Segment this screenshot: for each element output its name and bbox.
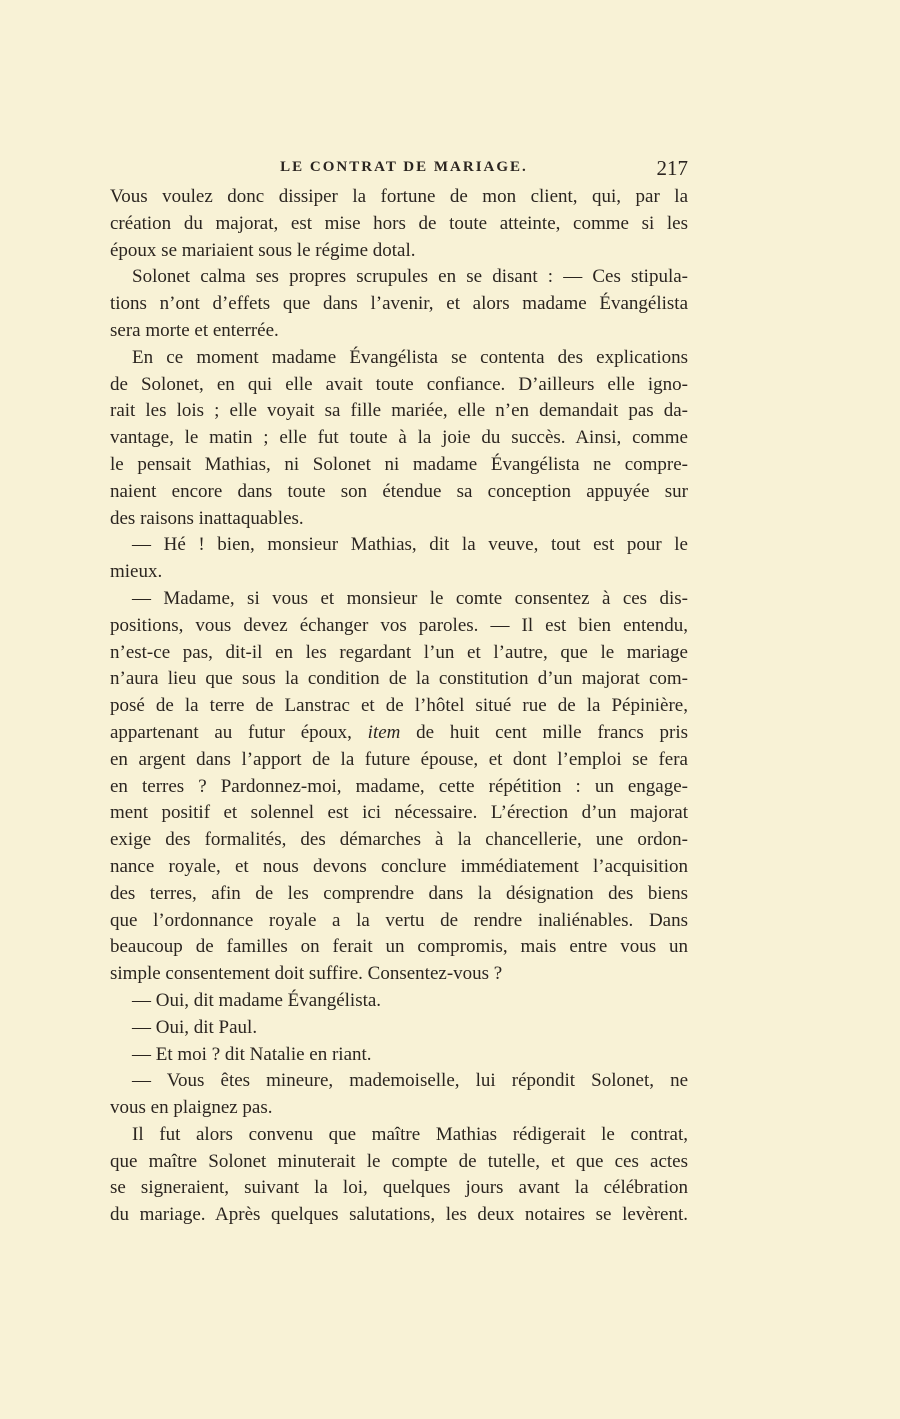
text-line-content: nance royale, et nous devons conclure immédiatement l’acquisition	[110, 855, 688, 877]
text-line-content: que l’ordonnance royale a la vertu de rendre inaliénables. Dans	[110, 909, 688, 931]
text-line	[110, 238, 688, 265]
text-line-content: sera morte et enterrée.	[110, 319, 279, 341]
text-line-content: beaucoup de familles on ferait un compromis, mais entre vous un	[110, 936, 688, 958]
text-line-content: vous en plaignez pas.	[110, 1097, 273, 1119]
text-line	[110, 452, 688, 479]
text-line-content: — Oui, dit madame Évangélista.	[132, 989, 382, 1011]
text-line-content: se signeraient, suivant la loi, quelques jours avant la célébration	[110, 1177, 688, 1199]
body-text	[110, 184, 688, 1229]
text-line	[110, 720, 688, 747]
text-line-content: création du majorat, est mise hors de toute atteinte, comme si les	[110, 212, 688, 234]
text-line-content: simple consentement doit suffire. Consentez-vous ?	[110, 963, 503, 985]
text-line-content: tions n’ont d’effets que dans l’avenir, et alors madame Évangélista	[110, 293, 688, 315]
text-line	[110, 479, 688, 506]
text-line-content: que maître Solonet minuterait le compte de tutelle, et que ces actes	[110, 1150, 688, 1172]
text-line	[110, 666, 688, 693]
text-line	[110, 1122, 688, 1149]
text-line-content: posé de la terre de Lanstrac et de l’hôtel situé rue de la Pépinière,	[110, 695, 688, 717]
text-line-content: appartenant au futur époux,	[110, 721, 352, 743]
text-line	[110, 1175, 688, 1202]
text-line-content: exige des formalités, des démarches à la chancellerie, une ordon-	[110, 829, 688, 851]
text-line	[110, 211, 688, 238]
text-line-content: de Solonet, en qui elle avait toute confiance. D’ailleurs elle igno-	[110, 373, 688, 395]
text-line	[110, 291, 688, 318]
text-line-content: Solonet calma ses propres scrupules en se disant : — Ces stipula-	[132, 266, 688, 288]
text-line-content: — Et moi ? dit Natalie en riant.	[132, 1043, 372, 1065]
text-line-content: des terres, afin de les comprendre dans la désignation des biens	[110, 882, 688, 904]
text-line-continuation: de huit cent mille francs pris	[416, 721, 688, 743]
text-line	[110, 693, 688, 720]
text-line	[110, 1015, 688, 1042]
text-line	[110, 961, 688, 988]
page-number: 217	[656, 156, 688, 180]
text-line	[110, 1042, 688, 1069]
text-line	[110, 640, 688, 667]
text-line-content: naient encore dans toute son étendue sa conception appuyée sur	[110, 480, 688, 502]
text-line-content: — Madame, si vous et monsieur le comte consentez à ces dis-	[132, 587, 688, 609]
text-line-content: — Hé ! bien, monsieur Mathias, dit la veuve, tout est pour le	[132, 534, 688, 556]
text-line	[110, 1068, 688, 1095]
text-line	[110, 934, 688, 961]
text-line	[110, 506, 688, 533]
text-line	[110, 586, 688, 613]
text-line	[110, 1202, 688, 1229]
text-line	[110, 184, 688, 211]
text-line-content: n’est-ce pas, dit-il en les regardant l’un et l’autre, que le mariage	[110, 641, 688, 663]
text-line-content: en argent dans l’apport de la future épouse, et dont l’emploi se fera	[110, 748, 688, 770]
text-line	[110, 532, 688, 559]
text-line	[110, 881, 688, 908]
text-line	[110, 908, 688, 935]
text-line	[110, 827, 688, 854]
text-line	[110, 613, 688, 640]
text-line-content: rait les lois ; elle voyait sa fille mariée, elle n’en demandait pas da-	[110, 400, 688, 422]
text-line	[110, 372, 688, 399]
text-line	[110, 425, 688, 452]
running-title: LE CONTRAT DE MARIAGE.	[280, 159, 528, 175]
text-line-content: en terres ? Pardonnez-moi, madame, cette répétition : un engage-	[110, 775, 688, 797]
text-line-content: positions, vous devez échanger vos paroles. — Il est bien entendu,	[110, 614, 688, 636]
text-line-content: du mariage. Après quelques salutations, les deux notaires se levèrent.	[110, 1204, 688, 1226]
text-line	[110, 774, 688, 801]
text-line-content: époux se mariaient sous le régime dotal.	[110, 239, 416, 261]
text-line	[110, 854, 688, 881]
page-header	[110, 156, 688, 182]
text-line-content: Il fut alors convenu que maître Mathias rédigerait le contrat,	[132, 1123, 688, 1145]
text-line	[110, 345, 688, 372]
text-line	[110, 1095, 688, 1122]
text-line-content: En ce moment madame Évangélista se contenta des explications	[132, 346, 688, 368]
text-line-content: — Oui, dit Paul.	[132, 1016, 258, 1038]
text-line-content: le pensait Mathias, ni Solonet ni madame Évangélista ne compre-	[110, 453, 688, 475]
text-line	[110, 747, 688, 774]
text-line-content: Vous voulez donc dissiper la fortune de mon client, qui, par la	[110, 186, 688, 207]
text-line-content: — Vous êtes mineure, mademoiselle, lui répondit Solonet, ne	[132, 1070, 688, 1092]
text-line-content: mieux.	[110, 561, 163, 583]
text-line-content: des raisons inattaquables.	[110, 507, 304, 529]
text-line	[110, 318, 688, 345]
text-line	[110, 988, 688, 1015]
text-line	[110, 1149, 688, 1176]
text-line	[110, 800, 688, 827]
text-line	[110, 398, 688, 425]
text-line-content: vantage, le matin ; elle fut toute à la joie du succès. Ainsi, comme	[110, 427, 688, 449]
text-line-content: n’aura lieu que sous la condition de la constitution d’un majorat com-	[110, 668, 688, 690]
text-line	[110, 559, 688, 586]
text-line	[110, 264, 688, 291]
text-line-content: ment positif et solennel est ici nécessaire. L’érection d’un majorat	[110, 802, 688, 824]
italic-word: item	[367, 721, 401, 743]
